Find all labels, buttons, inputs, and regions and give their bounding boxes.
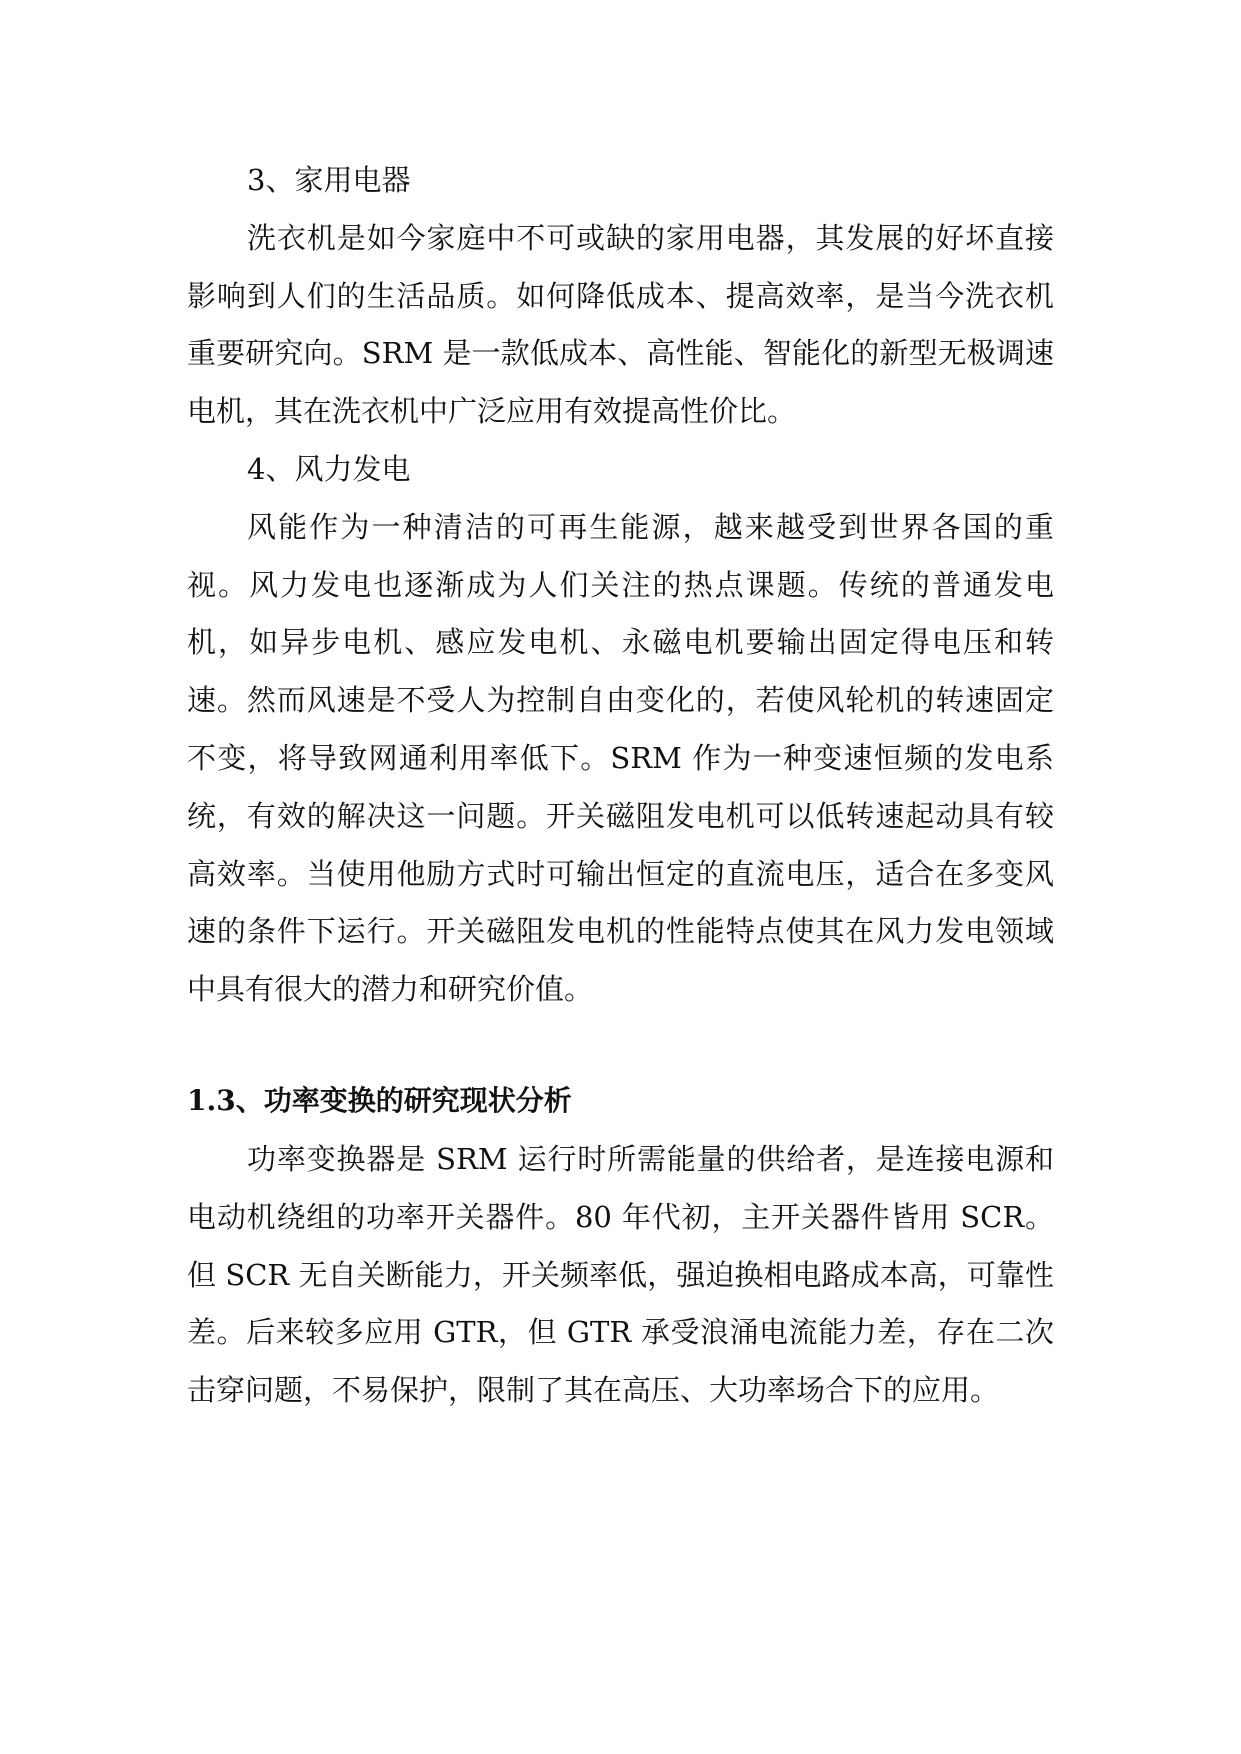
appliance-paragraph: 洗衣机是如今家庭中不可或缺的家用电器，其发展的好坏直接影响到人们的生活品质。如何降低成本、提高效率，是当今洗衣机重要研究向。SRM 是一款低成本、高性能、智能化的新型无极调速电机，其在洗衣机中广泛应用有效提高性价比。	[187, 220, 1054, 429]
wind-power-subheading: 4、风力发电	[247, 451, 411, 486]
section-heading: 1.3、功率变换的研究现状分析	[187, 1083, 572, 1117]
page-body	[187, 152, 1054, 1420]
appliance-subheading: 3、家用电器	[247, 163, 411, 197]
wind-power-paragraph: 风能作为一种清洁的可再生能源，越来越受到世界各国的重视。风力发电也逐渐成为人们关注的热点课题。传统的普通发电机，如异步电机、感应发电机、永磁电机要输出固定得电压和转速。然而风速是不受人为控制自由变化的，若使风轮机的转速固定不变，将导致网通利用率低下。SRM 作为一种变速恒频的发电系统，有效的解决这一问题。开关磁阻发电机可以低转速起动具有较高效率。当使用他励方式时可输出恒定的直流电压，适合在多变风速的条件下运行。开关磁阻发电机的性能特点使其在风力发电领域中具有很大的潜力和研究价值。	[187, 509, 1054, 1007]
power-converter-paragraph: 功率变换器是 SRM 运行时所需能量的供给者，是连接电源和电动机绕组的功率开关器件。80 年代初，主开关器件皆用 SCR。但 SCR 无自关断能力，开关频率低，强迫换相电路成本高，可靠性差。后来较多应用 GTR，但 GTR 承受浪涌电流能力差，存在二次击穿问题，不易保护，限制了其在高压、大功率场合下的应用。	[187, 1141, 1054, 1408]
